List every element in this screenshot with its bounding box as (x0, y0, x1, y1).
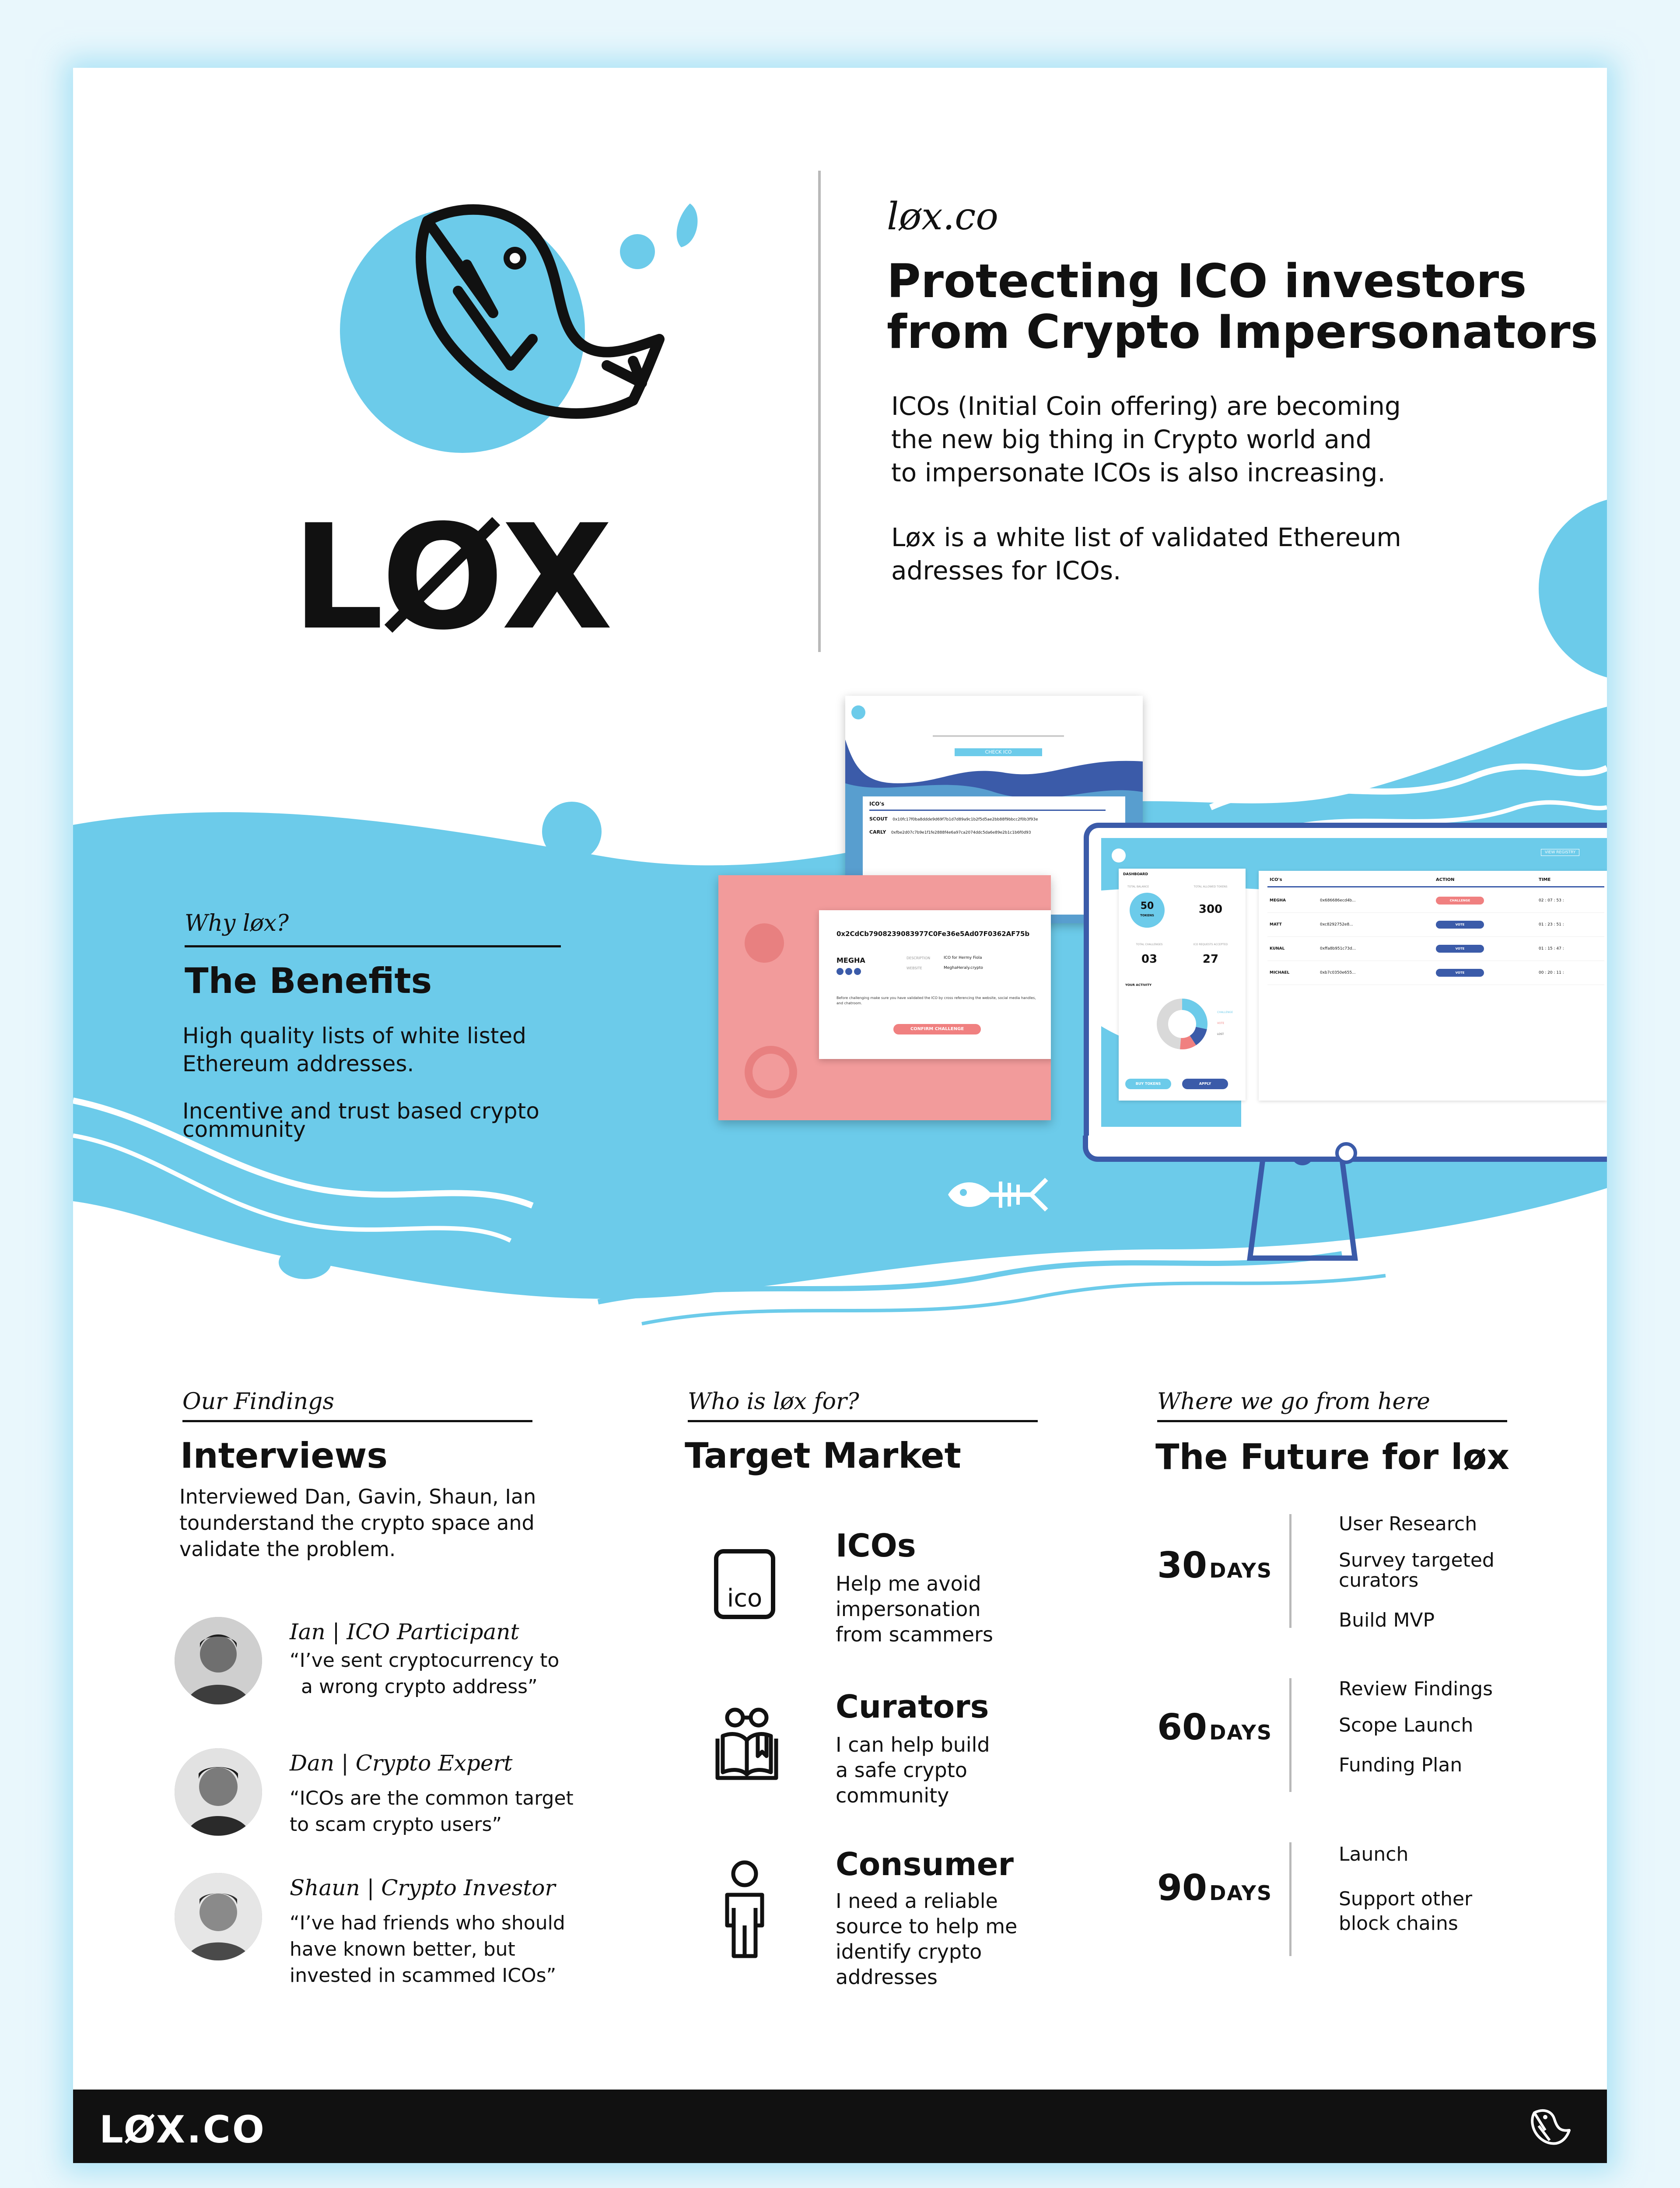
ico-table-row[interactable] (1267, 967, 1604, 985)
ico-row-time: 01 : 15 : 47 : (1539, 947, 1564, 951)
benefit-2-line2: community (182, 1117, 306, 1142)
mockup-balance-circle (745, 923, 784, 963)
quote-line: have known better, but (290, 1938, 515, 1960)
segment-title: ICOs (836, 1527, 916, 1564)
col-ico-header: ICO's (1270, 877, 1282, 882)
market-title: Target Market (685, 1435, 961, 1476)
milestone-divider (1289, 1678, 1292, 1792)
footer-fish-logo-icon (1526, 2106, 1574, 2150)
segment-line: identify crypto (836, 1940, 982, 1964)
mockup-list-row-name: CARLY (869, 829, 886, 835)
ico-row-name: MICHAEL (1270, 971, 1290, 975)
hero-title-line1: Protecting ICO investors (887, 254, 1527, 308)
person-silhouette-icon (175, 1873, 262, 1960)
ico-file-icon (714, 1549, 775, 1619)
modal-desc-label: DESCRIPTION (906, 956, 931, 960)
avatar (175, 1617, 262, 1704)
monitor-stand (1211, 1157, 1394, 1271)
milestone-days (1157, 1867, 1272, 1909)
header-divider (818, 171, 821, 652)
quote-line: “I’ve sent cryptocurrency to (290, 1649, 560, 1672)
ico-row-name: KUNAL (1270, 947, 1285, 951)
segment-line: I can help build (836, 1733, 990, 1757)
mockup-activity-donut (745, 1046, 797, 1098)
ico-row-action-button[interactable]: VOTE (1436, 969, 1484, 977)
findings-intro-line3: validate the problem. (179, 1537, 396, 1561)
mockup-list-row[interactable] (869, 829, 1114, 835)
monitor-screen (1101, 838, 1607, 1127)
social-icon[interactable] (854, 968, 861, 975)
hero-para1-line1: ICOs (Initial Coin offering) are becoming (891, 391, 1401, 421)
site-name: løx.co (887, 195, 999, 238)
days-label: DAYS (1209, 1721, 1273, 1744)
mockup-list-row-name: SCOUT (869, 816, 888, 822)
quote-line: to scam crypto users” (290, 1813, 502, 1836)
avatar (175, 1873, 262, 1960)
findings-intro-line2: tounderstand the crypto space and (179, 1511, 535, 1535)
days-label: DAYS (1209, 1881, 1273, 1905)
social-icon[interactable] (845, 968, 852, 975)
person-silhouette-icon (175, 1617, 262, 1704)
ico-row-time: 01 : 23 : 51 : (1539, 922, 1564, 927)
col-time-header[interactable]: TIME (1539, 877, 1551, 882)
mockup-list-row-addr: 0xfbe2d07c7b9e1f1fe2888f4e6a97ca2074ddc5da6e89e2b1c1b6f0d93 (891, 831, 1031, 835)
findings-title: Interviews (180, 1435, 388, 1476)
findings-rule (182, 1420, 532, 1422)
findings-intro-line1: Interviewed Dan, Gavin, Shaun, Ian (179, 1485, 536, 1508)
segment-line: Help me avoid (836, 1572, 981, 1595)
segment-title: Curators (836, 1688, 989, 1725)
ico-row-name: MEGHA (1270, 898, 1286, 903)
mockup-challenge-screen (718, 875, 1051, 1120)
milestone-task: Support other (1339, 1888, 1473, 1910)
fish-skeleton-icon (944, 1171, 1049, 1219)
ico-table-rule (1267, 886, 1604, 887)
dashboard-label: DASHBOARD (1123, 872, 1148, 876)
avatar (175, 1748, 262, 1836)
future-label: Where we go from here (1157, 1389, 1430, 1415)
stat-challenges-value: 03 (1141, 953, 1158, 966)
lox-fish-logo (327, 155, 721, 470)
quote-line: “ICOs are the common target (290, 1787, 574, 1809)
ico-row-time: 00 : 20 : 11 : (1539, 971, 1564, 975)
ico-row-address: 0xb7c0350e655... (1320, 971, 1356, 975)
days-number: 60 (1157, 1707, 1208, 1748)
reader-glasses-icon (714, 1704, 780, 1783)
mockup-list-row[interactable] (869, 816, 1114, 822)
milestone-task: Review Findings (1339, 1678, 1493, 1700)
segment-line: a safe crypto (836, 1758, 967, 1782)
milestone-task: Launch (1339, 1843, 1409, 1865)
milestone-days (1157, 1707, 1272, 1748)
modal-desc-value: ICO for Hermy Fiola (944, 956, 982, 960)
hero-para2-line2: adresses for ICOs. (891, 556, 1121, 586)
segment-text (836, 1571, 993, 1647)
consumer-person-icon (721, 1860, 769, 1960)
mockup-list-header: ICO's (869, 801, 885, 807)
mockup-check-button[interactable]: CHECK ICO (955, 748, 1042, 756)
ico-row-time: 02 : 07 : 53 : (1539, 898, 1564, 903)
stat-accepted-value: 27 (1202, 953, 1219, 966)
ico-table-panel (1259, 871, 1607, 1101)
modal-social-icons (836, 968, 861, 977)
milestone-divider (1289, 1514, 1292, 1628)
ico-row-action-button[interactable]: VOTE (1436, 921, 1484, 929)
stat-balance-unit: TOKENS (1140, 914, 1154, 917)
milestone-task: block chains (1339, 1912, 1458, 1935)
ico-file-icon-text: ico (727, 1584, 763, 1613)
ico-row-address: 0xc8292752e8... (1320, 922, 1353, 927)
challenge-modal (819, 910, 1051, 1059)
segment-line: addresses (836, 1965, 938, 1989)
legend-lost: LOST (1217, 1033, 1224, 1036)
stat-label: ICO REQUESTS ACCEPTED (1193, 943, 1228, 946)
interviewee-name: Shaun | Crypto Investor (290, 1875, 556, 1900)
future-rule (1157, 1420, 1507, 1422)
ico-row-action-button[interactable]: CHALLENGE (1436, 897, 1484, 905)
segment-text (836, 1888, 1017, 1990)
ico-row-address: 0x686686ecd4b... (1320, 898, 1356, 903)
monitor-power-button (1335, 1142, 1357, 1164)
hero-title-line2: from Crypto Impersonators (887, 305, 1598, 359)
milestone-task: Build MVP (1339, 1609, 1435, 1631)
segment-title: Consumer (836, 1846, 1014, 1883)
modal-address: 0x2CdCb7908239083977C0Fe36e5Ad07F0362AF75b (836, 930, 1030, 938)
stat-label: TOTAL ALLOWED TOKENS (1194, 885, 1228, 888)
segment-line: community (836, 1784, 949, 1807)
activity-donut-chart (1154, 996, 1211, 1052)
milestone-task: User Research (1339, 1513, 1477, 1535)
mockup-search-input[interactable] (933, 735, 1064, 737)
milestone-task: curators (1339, 1569, 1419, 1592)
benefits-label: Why løx? (185, 910, 289, 936)
stat-label: TOTAL CHALLENGES (1136, 943, 1163, 946)
segment-line: from scammers (836, 1623, 993, 1646)
findings-intro (179, 1483, 536, 1562)
milestone-tasks (1339, 1512, 1494, 1633)
benefits-title: The Benefits (185, 961, 432, 1001)
modal-note: Before challenging make sure you have validated the ICO by cross referencing the website, social media handles, and chatroom. (836, 996, 1036, 1005)
buy-tokens-button[interactable]: BUY TOKENS (1125, 1079, 1171, 1089)
modal-website-value: MeghaHeraly.crypto (944, 966, 983, 970)
interviewee-quote (290, 1910, 565, 1989)
market-label: Who is løx for? (688, 1389, 859, 1415)
findings-label: Our Findings (182, 1389, 335, 1415)
dashboard-panel (1119, 869, 1246, 1101)
milestone-tasks (1339, 1677, 1493, 1778)
hero-para1-line3: to impersonate ICOs is also increasing. (891, 458, 1386, 487)
interviewee-name: Dan | Crypto Expert (290, 1750, 513, 1776)
lox-wordmark: LØX (292, 494, 616, 662)
segment-line: I need a reliable (836, 1889, 998, 1913)
benefits-text (182, 1022, 539, 1143)
ico-table-row[interactable] (1267, 919, 1604, 937)
interviewee-quote (290, 1648, 559, 1700)
ico-row-address: 0xffa8b951c73d... (1320, 947, 1356, 951)
milestone-tasks (1339, 1842, 1472, 1936)
market-rule (688, 1420, 1038, 1422)
mockup-list-rule (869, 810, 1106, 811)
interviewee-quote (290, 1785, 574, 1838)
social-icon[interactable] (836, 968, 844, 975)
confirm-challenge-button[interactable]: CONFIRM CHALLENGE (893, 1024, 981, 1034)
milestone-task: Survey targeted (1339, 1549, 1494, 1571)
segment-text (836, 1732, 990, 1808)
legend-challenge: CHALLENGE (1217, 1011, 1233, 1014)
milestone-days (1157, 1545, 1272, 1586)
milestone-task: Scope Launch (1339, 1714, 1474, 1736)
poster (73, 68, 1607, 2163)
legend-vote: VOTE (1217, 1022, 1225, 1025)
future-title: The Future for løx (1155, 1437, 1510, 1477)
ico-table-row[interactable] (1267, 895, 1604, 913)
hero-para1-line2: the new big thing in Crypto world and (891, 424, 1372, 454)
days-number: 30 (1157, 1545, 1208, 1586)
benefit-2-line1: Incentive and trust based crypto (182, 1098, 539, 1124)
stat-balance-value: 50 (1140, 901, 1154, 912)
segment-line: impersonation (836, 1597, 981, 1621)
benefit-1-line1: High quality lists of white listed (182, 1023, 526, 1048)
benefit-1-line2: Ethereum addresses. (182, 1051, 414, 1076)
hero-para2-line1: Løx is a white list of validated Ethereum (891, 522, 1401, 552)
hero-title (887, 256, 1598, 358)
view-registry-button[interactable]: VIEW REGISTRY (1541, 849, 1579, 856)
mockup-list-row-addr: 0x10fc17f0ba8ddde9d69f7b1d7d89a9c1b2f5d5ae2bb88f9bbcc2f0b3f93e (892, 817, 1038, 822)
days-label: DAYS (1209, 1559, 1273, 1582)
quote-line: a wrong crypto address” (301, 1676, 538, 1698)
quote-line: “I’ve had friends who should (290, 1912, 565, 1934)
activity-label: YOUR ACTIVITY (1125, 983, 1152, 987)
footer-bar (73, 2090, 1607, 2163)
apply-button[interactable]: APPLY (1182, 1079, 1228, 1089)
footer-wordmark[interactable]: LØX.CO (99, 2108, 266, 2152)
segment-line: source to help me (836, 1914, 1018, 1938)
ico-row-name: MATT (1270, 922, 1282, 927)
person-silhouette-icon (175, 1748, 262, 1836)
ico-table-row[interactable] (1267, 943, 1604, 961)
modal-name: MEGHA (836, 956, 865, 964)
col-action-header[interactable]: ACTION (1436, 877, 1455, 882)
benefits-rule (185, 945, 561, 947)
modal-website-label: WEBSITE (906, 966, 922, 970)
quote-line: invested in scammed ICOs” (290, 1964, 556, 1987)
hero-paragraph (891, 389, 1401, 587)
stat-allowed-value: 300 (1198, 903, 1223, 916)
ico-row-action-button[interactable]: VOTE (1436, 945, 1484, 953)
stat-label: TOTAL BALANCE (1127, 885, 1149, 888)
days-number: 90 (1157, 1867, 1208, 1909)
milestone-task: Funding Plan (1339, 1754, 1463, 1776)
milestone-divider (1289, 1842, 1292, 1956)
interviewee-name: Ian | ICO Participant (290, 1619, 519, 1645)
